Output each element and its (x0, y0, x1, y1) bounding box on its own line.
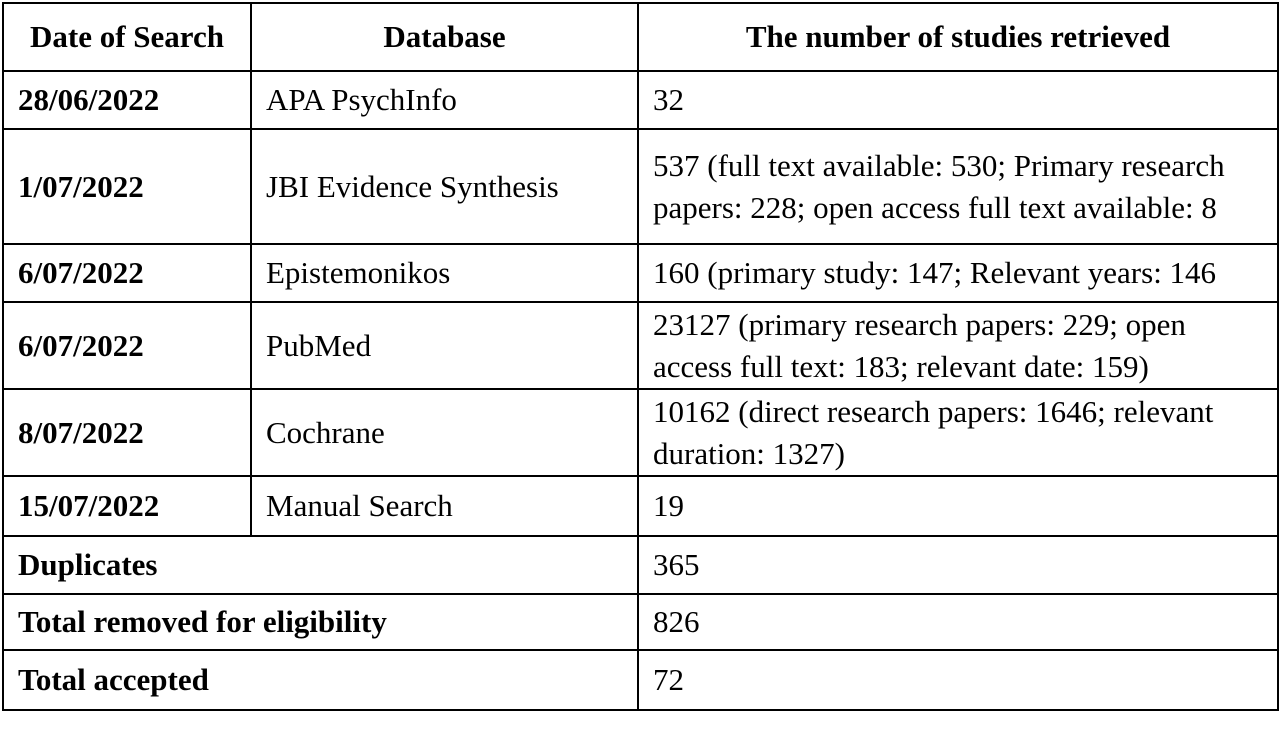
header-database: Database (251, 3, 638, 71)
table-row (3, 389, 1278, 476)
summary-value: 365 (638, 536, 1278, 594)
table-row (3, 71, 1278, 129)
studies-count-cell: 537 (full text available: 530; Primary research papers: 228; open access full text available: 8 (638, 129, 1278, 244)
database-cell: JBI Evidence Synthesis (251, 129, 638, 244)
search-date-cell: 1/07/2022 (3, 129, 251, 244)
summary-label: Total removed for eligibility (3, 594, 638, 650)
table-row (3, 129, 1278, 244)
studies-count-cell: 19 (638, 476, 1278, 536)
search-date-cell: 6/07/2022 (3, 244, 251, 302)
header-date-of-search: Date of Search (3, 3, 251, 71)
search-date-cell: 15/07/2022 (3, 476, 251, 536)
database-cell: Cochrane (251, 389, 638, 476)
studies-count-cell: 10162 (direct research papers: 1646; relevant duration: 1327) (638, 389, 1278, 476)
header-studies-retrieved: The number of studies retrieved (638, 3, 1278, 71)
summary-label: Duplicates (3, 536, 638, 594)
table-header-row (3, 3, 1278, 71)
summary-row-removed (3, 594, 1278, 650)
summary-value: 72 (638, 650, 1278, 710)
table-row (3, 244, 1278, 302)
studies-count-cell: 32 (638, 71, 1278, 129)
database-cell: APA PsychInfo (251, 71, 638, 129)
summary-row-accepted (3, 650, 1278, 710)
table-row (3, 302, 1278, 389)
database-cell: PubMed (251, 302, 638, 389)
table-row (3, 476, 1278, 536)
summary-label: Total accepted (3, 650, 638, 710)
search-date-cell: 6/07/2022 (3, 302, 251, 389)
database-cell: Manual Search (251, 476, 638, 536)
studies-count-cell: 23127 (primary research papers: 229; open access full text: 183; relevant date: 159) (638, 302, 1278, 389)
search-date-cell: 8/07/2022 (3, 389, 251, 476)
search-date-cell: 28/06/2022 (3, 71, 251, 129)
search-results-table (2, 2, 1279, 711)
summary-row-duplicates (3, 536, 1278, 594)
studies-count-cell: 160 (primary study: 147; Relevant years: 146 (638, 244, 1278, 302)
summary-value: 826 (638, 594, 1278, 650)
database-cell: Epistemonikos (251, 244, 638, 302)
